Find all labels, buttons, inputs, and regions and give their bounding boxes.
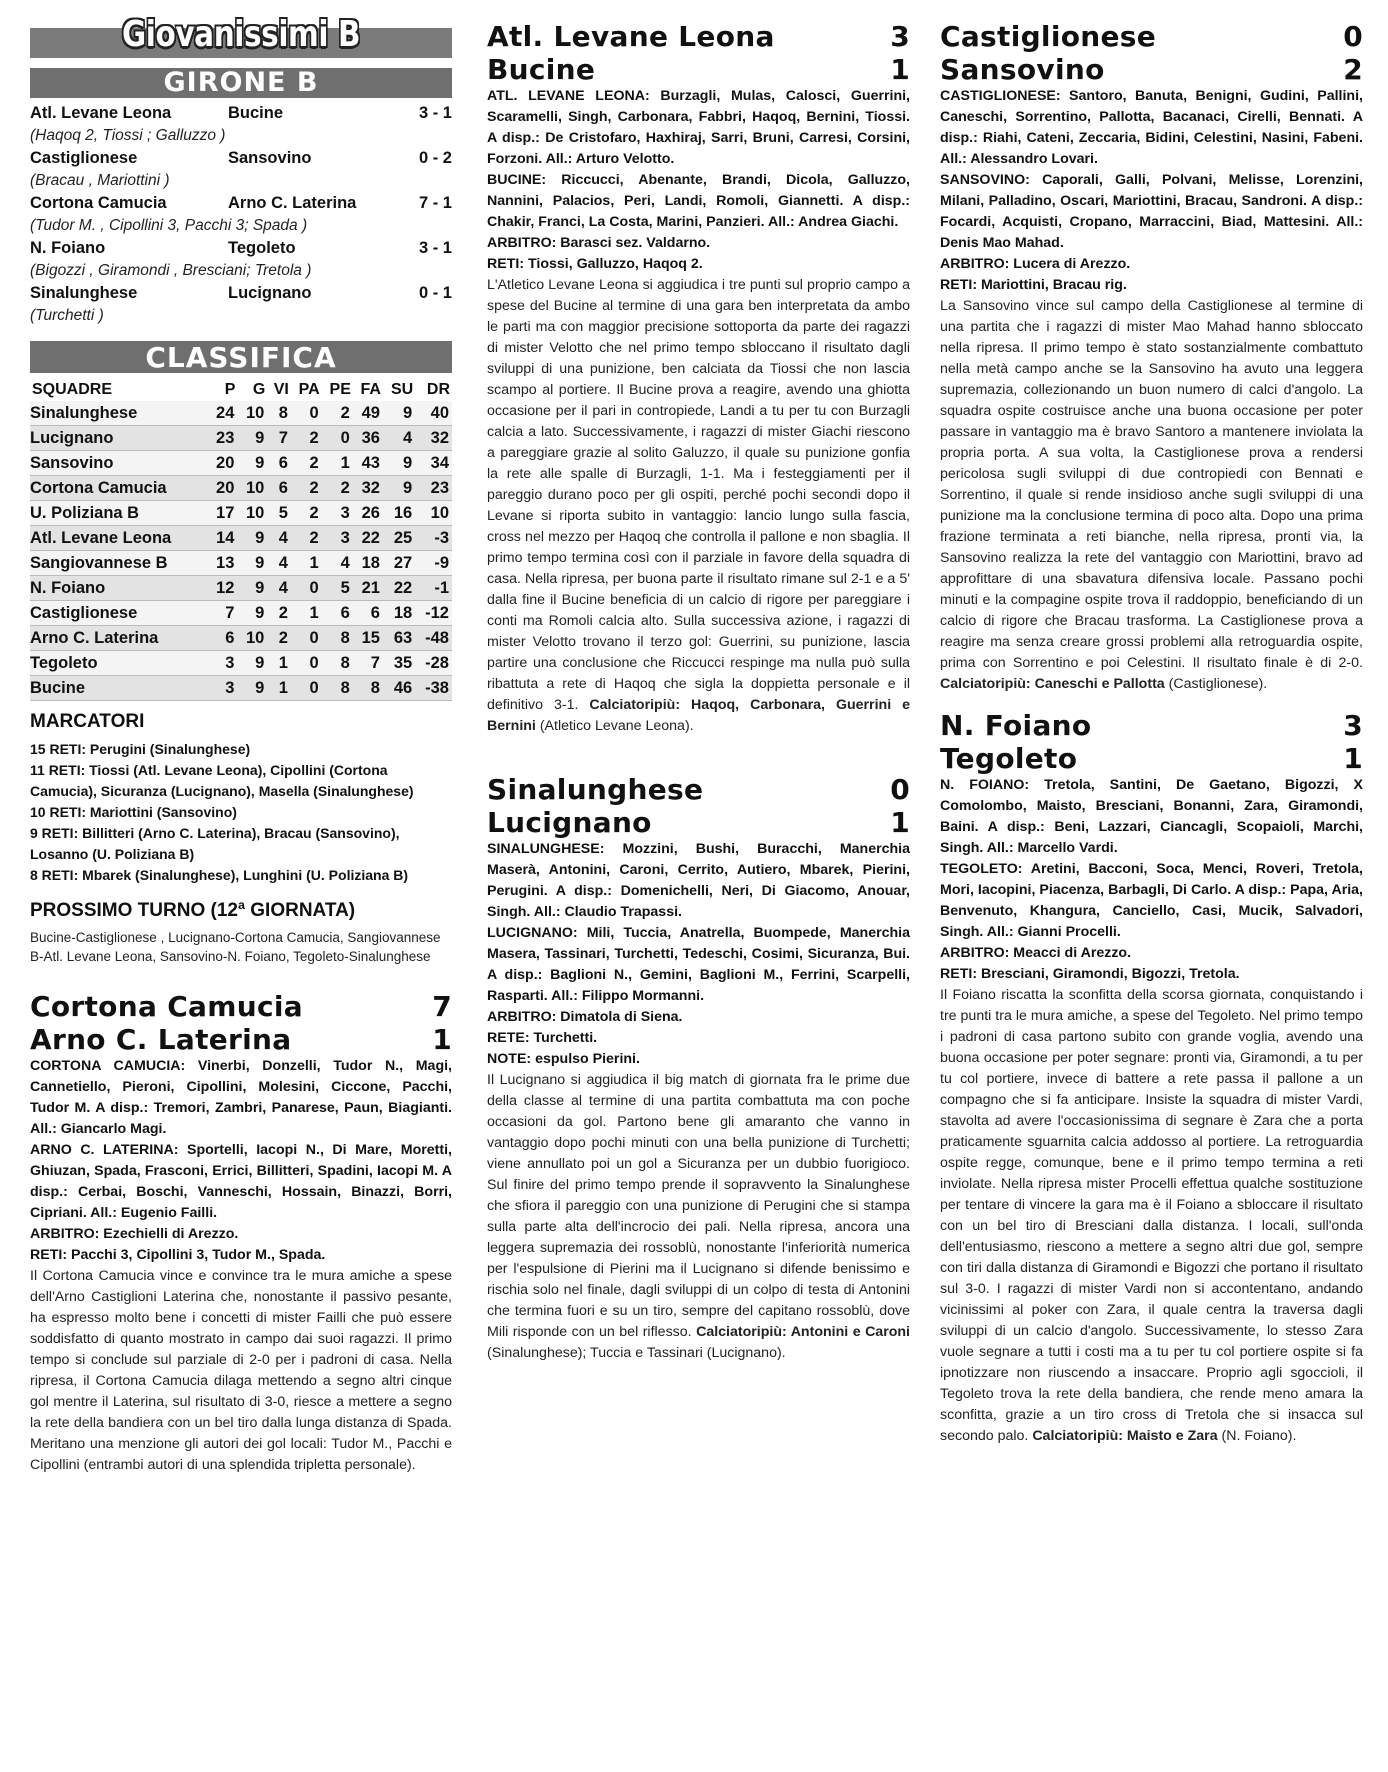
standings-cell: 63 bbox=[383, 626, 415, 651]
standings-row bbox=[30, 676, 452, 701]
match-meta: RETE: Turchetti. bbox=[487, 1030, 598, 1046]
match-meta: ARBITRO: Ezechielli di Arezzo. bbox=[30, 1226, 239, 1242]
standings-header-cell: FA bbox=[360, 381, 381, 398]
standings-cell: -1 bbox=[415, 576, 452, 601]
match-away-score: 1 bbox=[432, 1023, 452, 1056]
standings-header-cell: PE bbox=[329, 381, 351, 398]
away-lineup: ARNO C. LATERINA: Sportelli, Iacopi N., Di Mare, Moretti, Ghiuzan, Spada, Frasconi, Errici, Billitteri, Spadini, Iacopi M. A disp.: Cerbai, Boschi, Vanneschi, Hossain, Binazzi, Borri, Cipriani. All.: Eugenio Failli. bbox=[30, 1142, 452, 1221]
match-meta: RETI: Bresciani, Giramondi, Bigozzi, Tretola. bbox=[940, 966, 1240, 982]
column-left bbox=[30, 14, 452, 1476]
standings-cell: -12 bbox=[415, 601, 452, 626]
standings-team: Atl. Levane Leona bbox=[30, 526, 207, 551]
match-home-score: 3 bbox=[890, 20, 910, 53]
calciatoripiu-label: Calciatoripiù: Antonini e Caroni bbox=[696, 1324, 910, 1340]
standings-cell: 8 bbox=[267, 401, 291, 426]
article-text: Il Foiano riscatta la sconfitta della scorsa giornata, conquistando i tre punti tra le mura amiche, a spese del Tegoleto. Nel primo tempo i padroni di casa partono subito con grande voglia, avendo una buona occasione per poter segnare: pronti via, Giramondi, a tu per tu col portiere, invece di battere a rete passa il pallone a un compagno che si fa anticipare. Insiste la squadra di mister Vardi, stavolta ad avere l'occasionissima di segnare è Zara che a porta praticamente sguarnita calcia addosso al portiere. La retroguardia ospite regge, comunque, bene e il primo tempo termina a reti inviolate. Nella ripresa mister Procelli effettua qualche sostituzione per tentare di vincere la gara ma è il Foiano a sbloccare il risultato con un bel tiro di Bresciani dalla distanza. I locali, sull'onda dell'entusiasmo, riescono a mettere a segno altri due gol, sempre con tiri dalla distanza di Giramondi e Bigozzi che portano il risultato sul 3-0. I ragazzi di mister Vardi non si accontentano, andando vicinissimi al poker con Zara, il quale centra la traversa dagli sviluppi di un calcio d'angolo. Successivamente, lo stesso Zara vuole segnare a tutti i costi ma a tu per tu col portiere ospite si fa ipnotizzare non riuscendo a insaccare. Proprio agli sgoccioli, il Tegoleto trova la rete della bandiera, che rende meno amara la sconfitta, grazie a un tiro cross di Tretola che si insacca sul secondo palo. bbox=[940, 987, 1363, 1444]
standings-cell: 43 bbox=[353, 451, 383, 476]
match-home-team: Atl. Levane Leona bbox=[487, 20, 775, 53]
standings-cell: 35 bbox=[383, 651, 415, 676]
standings-row bbox=[30, 476, 452, 501]
standings-body bbox=[30, 401, 452, 701]
category-title: Giovanissimi B bbox=[121, 14, 361, 55]
standings-cell: 17 bbox=[207, 501, 237, 526]
match-away-score: 2 bbox=[1343, 53, 1363, 86]
standings-cell: 21 bbox=[353, 576, 383, 601]
match-away-team: Bucine bbox=[487, 53, 596, 86]
away-lineup: TEGOLETO: Aretini, Bacconi, Soca, Menci, Roveri, Tretola, Mori, Iacopini, Piacenza, Barbagli, Di Carlo. A disp.: Papa, Aria, Benvenuto, Khangura, Canciello, Casi, Mucik, Salvadori, Singh. All.: Gianni Procelli. bbox=[940, 861, 1363, 940]
standings-cell: 1 bbox=[291, 601, 322, 626]
match-article bbox=[487, 1070, 910, 1364]
standings-row bbox=[30, 501, 452, 526]
standings-header-cell: P bbox=[224, 381, 236, 398]
score: 0 - 2 bbox=[418, 149, 452, 167]
standings-cell: 9 bbox=[237, 676, 267, 701]
standings-cell: 9 bbox=[383, 476, 415, 501]
result-row bbox=[30, 102, 452, 125]
standings-cell: 10 bbox=[237, 401, 267, 426]
standings-cell: 22 bbox=[353, 526, 383, 551]
result-row bbox=[30, 237, 452, 260]
match-home-line bbox=[940, 20, 1363, 53]
calciatoripiu-label: Calciatoripiù: Caneschi e Pallotta bbox=[940, 676, 1165, 692]
away-lineup: BUCINE: Riccucci, Abenante, Brandi, Dicola, Galluzzo, Nannini, Palacios, Peri, Landi, Romoli, Giannetti. A disp.: Chakir, Franci, La Costa, Marini, Panzieri. All.: Andrea Giachi. bbox=[487, 172, 910, 230]
match-home-line bbox=[30, 990, 452, 1023]
match-away-line bbox=[940, 742, 1363, 775]
standings-header-cell: DR bbox=[426, 381, 450, 398]
score: 3 - 1 bbox=[418, 239, 452, 257]
standings-cell: -28 bbox=[415, 651, 452, 676]
standings-cell: 34 bbox=[415, 451, 452, 476]
match-meta: ARBITRO: Barasci sez. Valdarno. bbox=[487, 235, 711, 251]
match-home-team: Cortona Camucia bbox=[30, 990, 303, 1023]
score: 7 - 1 bbox=[418, 194, 452, 212]
standings-team: Bucine bbox=[30, 676, 207, 701]
standings-cell: 2 bbox=[291, 476, 322, 501]
standings-cell: 25 bbox=[383, 526, 415, 551]
standings-team: Sansovino bbox=[30, 451, 207, 476]
calciatoripiu-team: (Atletico Levane Leona). bbox=[535, 718, 694, 734]
match-meta: RETI: Tiossi, Galluzzo, Haqoq 2. bbox=[487, 256, 703, 272]
standings-cell: 22 bbox=[383, 576, 415, 601]
standings-cell: 9 bbox=[237, 576, 267, 601]
marcatori-list bbox=[30, 739, 452, 886]
standings-cell: 2 bbox=[322, 401, 353, 426]
match-away-line bbox=[940, 53, 1363, 86]
prossimo-turno-text: Bucine-Castiglionese , Lucignano-Cortona Camucia, Sangiovannese B-Atl. Levane Leona, Sansovino-N. Foiano, Tegoleto-Sinalunghese bbox=[30, 930, 441, 964]
standings-cell: 4 bbox=[383, 426, 415, 451]
standings-cell: 6 bbox=[322, 601, 353, 626]
away-lineup: LUCIGNANO: Mili, Tuccia, Anatrella, Buompede, Manerchia Masera, Tassinari, Turchetti, Tedeschi, Cosimi, Sicuranza, Bui. A disp.: Baglioni N., Gemini, Baglioni M., Ferrini, Scarpelli, Rasparti. All.: Filippo Mormanni. bbox=[487, 925, 910, 1004]
standings-cell: 5 bbox=[322, 576, 353, 601]
standings-cell: 20 bbox=[207, 451, 237, 476]
home-team: Castiglionese bbox=[30, 149, 138, 167]
standings-row bbox=[30, 426, 452, 451]
standings-cell: 7 bbox=[207, 601, 237, 626]
match-home-line bbox=[487, 20, 910, 53]
standings-cell: 4 bbox=[267, 551, 291, 576]
match-home-score: 0 bbox=[1343, 20, 1363, 53]
standings-row bbox=[30, 451, 452, 476]
standings-cell: 27 bbox=[383, 551, 415, 576]
home-team: N. Foiano bbox=[30, 239, 106, 257]
marcatori-line: 9 RETI: Billitteri (Arno C. Laterina), Bracau (Sansovino), Losanno (U. Poliziana B) bbox=[30, 825, 400, 862]
standings-header-cell: VI bbox=[273, 381, 289, 398]
standings-cell: 8 bbox=[322, 676, 353, 701]
match-away-line bbox=[30, 1023, 452, 1056]
standings-row bbox=[30, 626, 452, 651]
standings-cell: 3 bbox=[322, 526, 353, 551]
standings-team: Sangiovannese B bbox=[30, 551, 207, 576]
match-meta: RETI: Mariottini, Bracau rig. bbox=[940, 277, 1127, 293]
standings-cell: 32 bbox=[353, 476, 383, 501]
standings-cell: 10 bbox=[237, 501, 267, 526]
score: 0 - 1 bbox=[418, 284, 452, 302]
calciatoripiu-team: (Sinalunghese); Tuccia e Tassinari (Lucignano). bbox=[487, 1345, 786, 1361]
column-middle bbox=[487, 20, 910, 1364]
category-banner bbox=[30, 14, 452, 58]
standings-cell: 0 bbox=[291, 651, 322, 676]
standings-cell: 3 bbox=[207, 676, 237, 701]
standings-cell: 16 bbox=[383, 501, 415, 526]
standings-cell: 13 bbox=[207, 551, 237, 576]
standings-cell: 14 bbox=[207, 526, 237, 551]
result-scorers: (Bigozzi , Giramondi , Bresciani; Tretola ) bbox=[30, 262, 312, 279]
standings-cell: 9 bbox=[237, 601, 267, 626]
result-scorers: (Bracau , Mariottini ) bbox=[30, 172, 170, 189]
standings-cell: 23 bbox=[207, 426, 237, 451]
marcatori-line: 10 RETI: Mariottini (Sansovino) bbox=[30, 804, 237, 820]
standings-cell: 2 bbox=[267, 626, 291, 651]
girone-bar: GIRONE B bbox=[30, 68, 452, 98]
standings-cell: 0 bbox=[291, 401, 322, 426]
standings-cell: 15 bbox=[353, 626, 383, 651]
standings-row bbox=[30, 551, 452, 576]
standings-cell: 0 bbox=[291, 676, 322, 701]
classifica-bar: CLASSIFICA bbox=[30, 341, 452, 373]
match-away-line bbox=[487, 53, 910, 86]
match-away-team: Sansovino bbox=[940, 53, 1105, 86]
match-away-line bbox=[487, 806, 910, 839]
standings-team: Castiglionese bbox=[30, 601, 207, 626]
standings-team: Tegoleto bbox=[30, 651, 207, 676]
away-team: Tegoleto bbox=[228, 239, 296, 257]
standings-cell: -3 bbox=[415, 526, 452, 551]
calciatoripiu-label: Calciatoripiù: Haqoq, Carbonara, Guerrini e Bernini bbox=[487, 697, 910, 734]
standings-row bbox=[30, 601, 452, 626]
standings-team: Arno C. Laterina bbox=[30, 626, 207, 651]
standings-cell: 18 bbox=[353, 551, 383, 576]
match-meta: ARBITRO: Meacci di Arezzo. bbox=[940, 945, 1132, 961]
article-text: La Sansovino vince sul campo della Castiglionese al termine di una partita che i ragazzi di mister Mao Mahad hanno sbloccato nella ripresa. Il primo tempo è stato sostanzialmente combattuto nella metà campo anche se la Sansovino ha avuto una leggera supremazia, collezionando un buon numero di calci d'angolo. La squadra ospite costruisce anche una buona occasione per poter passare in vantaggio ma è bravo Santoro a mantenere inviolata la propria porta. A sua volta, la Castiglionese prova a rendersi pericolosa sugli sviluppi di due contropiedi con Bennati e Sorrentino, il quale si rende insidioso anche sugli sviluppi di una punizione ma la conclusione termina di poco alta. Dopo una prima frazione terminata a reti bianche, nella ripresa, pronti via, la Sansovino realizza la rete del vantaggio con Mariottini, bravo ad approfittare di una sbavatura difensiva locale. Passano pochi minuti e la compagine ospite trova il raddoppio, beneficiando di un calcio di rigore che Bracau trasforma. La Castiglionese prova a reagire ma senza creare grossi problemi alla retroguardia ospite, prima con Sorrentino e poi Celestini. Il risultato finale è di 2-0. bbox=[940, 298, 1363, 671]
standings-row bbox=[30, 526, 452, 551]
standings-cell: 6 bbox=[207, 626, 237, 651]
match-meta: ARBITRO: Lucera di Arezzo. bbox=[940, 256, 1131, 272]
standings-cell: 6 bbox=[267, 476, 291, 501]
standings-header-row bbox=[30, 379, 452, 401]
standings-cell: 40 bbox=[415, 401, 452, 426]
match-home-team: Sinalunghese bbox=[487, 773, 704, 806]
standings-cell: 9 bbox=[237, 551, 267, 576]
standings-cell: 2 bbox=[291, 501, 322, 526]
standings-cell: 9 bbox=[383, 401, 415, 426]
standings-cell: 9 bbox=[237, 651, 267, 676]
standings-cell: 23 bbox=[415, 476, 452, 501]
result-row bbox=[30, 147, 452, 170]
standings-cell: 2 bbox=[322, 476, 353, 501]
match-meta: NOTE: espulso Pierini. bbox=[487, 1051, 640, 1067]
standings-cell: 24 bbox=[207, 401, 237, 426]
home-lineup: SINALUNGHESE: Mozzini, Bushi, Buracchi, Manerchia Maserà, Antonini, Caroni, Cerrito, Autiero, Mbarek, Pierini, Perugini. A disp.: Domenichelli, Neri, Di Giacomo, Anouar, Singh. All.: Claudio Trapassi. bbox=[487, 841, 910, 920]
column-right bbox=[940, 20, 1363, 1447]
away-team: Lucignano bbox=[228, 284, 312, 302]
standings-header-cell: G bbox=[252, 381, 266, 398]
match-article bbox=[30, 1266, 452, 1476]
match-home-line bbox=[940, 709, 1363, 742]
match-away-score: 1 bbox=[890, 806, 910, 839]
standings-cell: 9 bbox=[237, 451, 267, 476]
standings-cell: 4 bbox=[267, 526, 291, 551]
standings-header-cell: PA bbox=[298, 381, 320, 398]
match-home-score: 0 bbox=[890, 773, 910, 806]
match-home-line bbox=[487, 773, 910, 806]
marcatori-title: MARCATORI bbox=[30, 711, 145, 732]
standings-cell: 2 bbox=[291, 451, 322, 476]
standings-cell: 1 bbox=[291, 551, 322, 576]
standings-cell: 7 bbox=[267, 426, 291, 451]
standings-cell: 18 bbox=[383, 601, 415, 626]
match-away-score: 1 bbox=[1343, 742, 1363, 775]
match-meta: RETI: Pacchi 3, Cipollini 3, Tudor M., Spada. bbox=[30, 1247, 326, 1263]
home-team: Atl. Levane Leona bbox=[30, 104, 172, 122]
marcatori-line: 11 RETI: Tiossi (Atl. Levane Leona), Cipollini (Cortona Camucia), Sicuranza (Lucignano), Masella (Sinalunghese) bbox=[30, 762, 414, 799]
result-row bbox=[30, 282, 452, 305]
match-report bbox=[487, 773, 910, 1364]
standings-cell: 7 bbox=[353, 651, 383, 676]
home-lineup: CASTIGLIONESE: Santoro, Banuta, Benigni, Gudini, Pallini, Caneschi, Sorrentino, Pallotta, Bacanaci, Cirelli, Bennati. A disp.: Riahi, Cateni, Zeccaria, Bidini, Celestini, Nasini, Fabeni. All.: Alessandro Lovari. bbox=[940, 88, 1363, 167]
standings-cell: 46 bbox=[383, 676, 415, 701]
match-home-team: N. Foiano bbox=[940, 709, 1092, 742]
standings-cell: 3 bbox=[322, 501, 353, 526]
standings-cell: 0 bbox=[322, 426, 353, 451]
match-meta: ARBITRO: Dimatola di Siena. bbox=[487, 1009, 683, 1025]
standings-cell: 4 bbox=[267, 576, 291, 601]
standings-cell: -9 bbox=[415, 551, 452, 576]
result-scorers: (Turchetti ) bbox=[30, 307, 104, 324]
standings-cell: 32 bbox=[415, 426, 452, 451]
standings-team: Lucignano bbox=[30, 426, 207, 451]
result-scorers: (Haqoq 2, Tiossi ; Galluzzo ) bbox=[30, 127, 226, 144]
match-article bbox=[487, 275, 910, 737]
match-report bbox=[30, 990, 452, 1476]
standings-cell: 0 bbox=[291, 626, 322, 651]
match-home-score: 7 bbox=[432, 990, 452, 1023]
prossimo-turno-title: PROSSIMO TURNO (12ª GIORNATA) bbox=[30, 900, 356, 921]
standings-cell: 8 bbox=[322, 626, 353, 651]
standings-cell: 0 bbox=[291, 576, 322, 601]
standings-row bbox=[30, 401, 452, 426]
standings-team: Sinalunghese bbox=[30, 401, 207, 426]
home-lineup: N. FOIANO: Tretola, Santini, De Gaetano, Bigozzi, X Comolombo, Maisto, Bresciani, Bonanni, Zara, Giramondi, Baini. A disp.: Beni, Lazzari, Ciancagli, Scopaioli, Marchi, Singh. All.: Marcello Vardi. bbox=[940, 777, 1363, 856]
standings-cell: 10 bbox=[415, 501, 452, 526]
home-team: Sinalunghese bbox=[30, 284, 138, 302]
standings-header-cell: SU bbox=[390, 381, 414, 398]
standings-table bbox=[30, 379, 452, 701]
standings-cell: 1 bbox=[267, 651, 291, 676]
standings-cell: 3 bbox=[207, 651, 237, 676]
article-text: Il Lucignano si aggiudica il big match di giornata fra le prime due della classe al termine di una partita combattuta ma con poche occasioni da gol. Partono bene gli amaranto che vanno in vantaggio dopo pochi minuti con una bella punizione di Turchetti; viene annullato poi un gol a Sicuranza per un dubbio fuorigioco. Sul finire del primo tempo prende il sopravvento la Sinalunghese che sfiora il pareggio con una punizione di Perugini che si stampa sulla parte alta dell'incrocio dei pali. Nella ripresa, ancora una leggera supremazia dei rossoblù, nonostante l'inferiorità numerica per l'espulsione di Pierini ma il Lucignano si difende benissimo e rischia solo nel finale, dagli sviluppi di un colpo di testa di Antonini che termina fuori e su un tiro, sempre del capitano rossoblù, dove Mili risponde con un bel riflesso. bbox=[487, 1072, 910, 1340]
calciatoripiu-team: (Castiglionese). bbox=[1164, 676, 1268, 692]
article-text: Il Cortona Camucia vince e convince tra le mura amiche a spese dell'Arno Castiglioni Laterina che, nonostante il passivo pesante, ha espresso molto bene i concetti di mister Failli che può essere soddisfatto di quanto mostrato in campo dai suoi ragazzi. Il primo tempo si conclude sul parziale di 2-0 per i padroni di casa. Nella ripresa, il Cortona Camucia dilaga mettendo a segno altri cinque gol mentre il Laterina, sul risultato di 3-0, riesce a mettere a segno la rete della bandiera con un bel tiro dalla lunga distanza di Spada. Meritano una menzione gli autori dei gol locali: Tudor M., Pacchi e Cipollini (entrambi autori di una splendida tripletta personale). bbox=[30, 1268, 452, 1473]
result-row bbox=[30, 192, 452, 215]
match-article bbox=[940, 985, 1363, 1447]
standings-cell: 9 bbox=[237, 426, 267, 451]
home-lineup: ATL. LEVANE LEONA: Burzagli, Mulas, Calosci, Guerrini, Scaramelli, Singh, Carbonara, Fabbri, Haqoq, Bernini, Tiossi. A disp.: De Cristofaro, Haxhiraj, Sarri, Bruni, Carresi, Corsini, Forzoni. All.: Arturo Velotto. bbox=[487, 88, 910, 167]
standings-cell: 2 bbox=[291, 526, 322, 551]
standings-cell: 8 bbox=[353, 676, 383, 701]
standings-cell: 10 bbox=[237, 626, 267, 651]
standings-cell: 26 bbox=[353, 501, 383, 526]
calciatoripiu-team: (N. Foiano). bbox=[1217, 1428, 1297, 1444]
standings-cell: 36 bbox=[353, 426, 383, 451]
match-report bbox=[940, 20, 1363, 695]
standings-team: Cortona Camucia bbox=[30, 476, 207, 501]
standings-team: U. Poliziana B bbox=[30, 501, 207, 526]
standings-cell: -48 bbox=[415, 626, 452, 651]
standings-cell: 20 bbox=[207, 476, 237, 501]
standings-cell: 2 bbox=[267, 601, 291, 626]
standings-cell: 9 bbox=[383, 451, 415, 476]
match-article bbox=[940, 296, 1363, 695]
home-team: Cortona Camucia bbox=[30, 194, 167, 212]
standings-cell: 6 bbox=[353, 601, 383, 626]
results-list bbox=[30, 102, 452, 327]
standings-cell: 6 bbox=[267, 451, 291, 476]
standings-cell: 49 bbox=[353, 401, 383, 426]
standings-cell: 5 bbox=[267, 501, 291, 526]
standings-header-cell: SQUADRE bbox=[32, 381, 113, 398]
match-away-team: Arno C. Laterina bbox=[30, 1023, 292, 1056]
standings-cell: 1 bbox=[267, 676, 291, 701]
standings-row bbox=[30, 651, 452, 676]
match-away-score: 1 bbox=[890, 53, 910, 86]
match-away-team: Tegoleto bbox=[940, 742, 1078, 775]
standings-cell: 10 bbox=[237, 476, 267, 501]
standings-row bbox=[30, 576, 452, 601]
away-lineup: SANSOVINO: Caporali, Galli, Polvani, Melisse, Lorenzini, Milani, Palladino, Oscari, Mariottini, Bracau, Sandroni. A disp.: Focardi, Acquisti, Cropano, Marraccini, Biad, Mattesini. All.: Denis Mao Mahad. bbox=[940, 172, 1363, 251]
calciatoripiu-label: Calciatoripiù: Maisto e Zara bbox=[1032, 1428, 1218, 1444]
score: 3 - 1 bbox=[418, 104, 452, 122]
standings-cell: 2 bbox=[291, 426, 322, 451]
standings-cell: 1 bbox=[322, 451, 353, 476]
marcatori-line: 8 RETI: Mbarek (Sinalunghese), Lunghini (U. Poliziana B) bbox=[30, 867, 409, 883]
match-home-score: 3 bbox=[1343, 709, 1363, 742]
match-report bbox=[487, 20, 910, 737]
standings-cell: 12 bbox=[207, 576, 237, 601]
match-away-team: Lucignano bbox=[487, 806, 652, 839]
standings-cell: 4 bbox=[322, 551, 353, 576]
standings-cell: 8 bbox=[322, 651, 353, 676]
standings-cell: 9 bbox=[237, 526, 267, 551]
match-report bbox=[940, 709, 1363, 1447]
away-team: Bucine bbox=[228, 104, 284, 122]
marcatori-line: 15 RETI: Perugini (Sinalunghese) bbox=[30, 741, 251, 757]
standings-cell: -38 bbox=[415, 676, 452, 701]
article-text: L'Atletico Levane Leona si aggiudica i tre punti sul proprio campo a spese del Bucine al termine di una gara ben interpretata da ambo le parti ma con maggior precisione sottoporta da parte dei ragazzi di mister Velotto che nel primo tempo sbloccano il risultato dagli sviluppi di una punizione, ben calciata da Tiossi che non lascia scampo al portiere. Il Bucine prova a reagire, avendo una ghiotta occasione per il pari in contropiede, Landi a tu per tu con Burzagli calcia a lato. Successivamente, i ragazzi di mister Giachi riescono a pareggiare grazie al solito Galuzzo, il quale su punizione gonfia la rete alle spalle di Burzagli, 1-1. Ma i festeggiamenti per il pareggio durano poco per gli ospiti, perché pochi secondi dopo il Levane si riporta subito in vantaggio: lancio lungo sulla fascia, cross nel mezzo per Haqoq che controlla il pallone e non sbaglia. Il primo tempo termina così con il parziale in favore della squadra di casa. Nella ripresa, per buona parte il risultato rimane sul 2-1 e a 5' dalla fine il Bucine beneficia di un calcio di rigore per pareggiare i conti ma Romoli calcia alto. Sulla successiva azione, i ragazzi di mister Velotto trovano il terzo gol: Guerrini, su punizione, lascia partire una conclusione che Riccucci respinge ma nulla può sulla ribattuta a rete di Haqoq che sigla la doppietta personale e il definitivo 3-1. bbox=[487, 277, 910, 713]
away-team: Arno C. Laterina bbox=[228, 194, 357, 212]
away-team: Sansovino bbox=[228, 149, 312, 167]
standings-team: N. Foiano bbox=[30, 576, 207, 601]
result-scorers: (Tudor M. , Cipollini 3, Pacchi 3; Spada ) bbox=[30, 217, 308, 234]
home-lineup: CORTONA CAMUCIA: Vinerbi, Donzelli, Tudor N., Magi, Cannetiello, Pieroni, Cipollini, Molesini, Ciccone, Pacchi, Tudor M. A disp.: Tremori, Zambri, Panarese, Paun, Biagianti. All.: Giancarlo Magi. bbox=[30, 1058, 452, 1137]
match-home-team: Castiglionese bbox=[940, 20, 1157, 53]
